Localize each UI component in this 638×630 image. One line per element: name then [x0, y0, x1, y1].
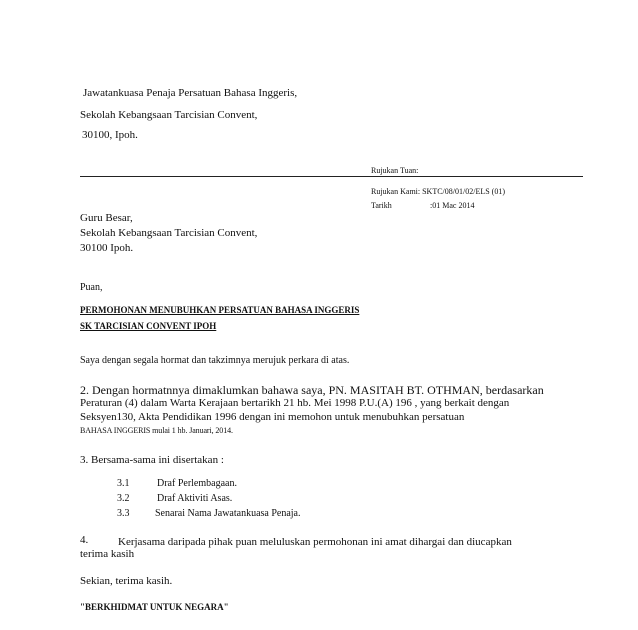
list-item-number: 3.3: [117, 508, 130, 519]
list-item-number: 3.2: [117, 493, 130, 504]
subject-line-1: PERMOHONAN MENUBUHKAN PERSATUAN BAHASA INGGERIS: [80, 305, 360, 315]
closing: Sekian, terima kasih.: [80, 575, 173, 587]
subject-line-2: SK TARCISIAN CONVENT IPOH: [80, 321, 217, 331]
list-item-text: Draf Perlembagaan.: [157, 478, 237, 489]
paragraph-4-number: 4.: [80, 534, 89, 546]
motto: "BERKHIDMAT UNTUK NEGARA": [80, 602, 229, 612]
sender-postcode-city: 30100, Ipoh.: [82, 129, 138, 141]
ref-tarikh-value: :01 Mac 2014: [430, 201, 475, 210]
ref-tarikh-label: Tarikh: [371, 201, 392, 210]
sender-school: Sekolah Kebangsaan Tarcisian Convent,: [80, 109, 258, 121]
list-item-text: Draf Aktiviti Asas.: [157, 493, 233, 504]
ref-rujukan-tuan: Rujukan Tuan:: [371, 166, 419, 175]
paragraph-3: 3. Bersama-sama ini disertakan :: [80, 454, 224, 466]
paragraph-2-line-3: Seksyen130, Akta Pendidikan 1996 dengan ini memohon untuk menubuhkan persatuan: [80, 411, 465, 423]
paragraph-2-line-2: Peraturan (4) dalam Warta Kerajaan bertarikh 21 hb. Mei 1998 P.U.(A) 196 , yang berkait dengan: [80, 397, 510, 409]
list-item-text: Senarai Nama Jawatankuasa Penaja.: [155, 508, 301, 519]
paragraph-1: Saya dengan segala hormat dan takzimnya merujuk perkara di atas.: [80, 355, 350, 366]
paragraph-2-line-1: 2. Dengan hormatnnya dimaklumkan bahawa saya, PN. MASITAH BT. OTHMAN, berdasarkan: [80, 383, 544, 397]
salutation: Puan,: [80, 282, 103, 293]
header-divider: [80, 176, 583, 177]
paragraph-4-line-2: terima kasih: [80, 548, 135, 560]
paragraph-2-line-4: BAHASA INGGERIS mulai 1 hb. Januari, 2014.: [80, 426, 233, 435]
sender-organization: Jawatankuasa Penaja Persatuan Bahasa Inggeris,: [83, 87, 298, 99]
recipient-title: Guru Besar,: [80, 212, 133, 224]
paragraph-4-line-1: Kerjasama daripada pihak puan meluluskan permohonan ini amat dihargai dan diucapkan: [118, 536, 512, 548]
list-item-number: 3.1: [117, 478, 130, 489]
ref-rujukan-kami: Rujukan Kami: SKTC/08/01/02/ELS (01): [371, 187, 505, 196]
recipient-postcode-city: 30100 Ipoh.: [80, 242, 134, 254]
recipient-school: Sekolah Kebangsaan Tarcisian Convent,: [80, 227, 258, 239]
